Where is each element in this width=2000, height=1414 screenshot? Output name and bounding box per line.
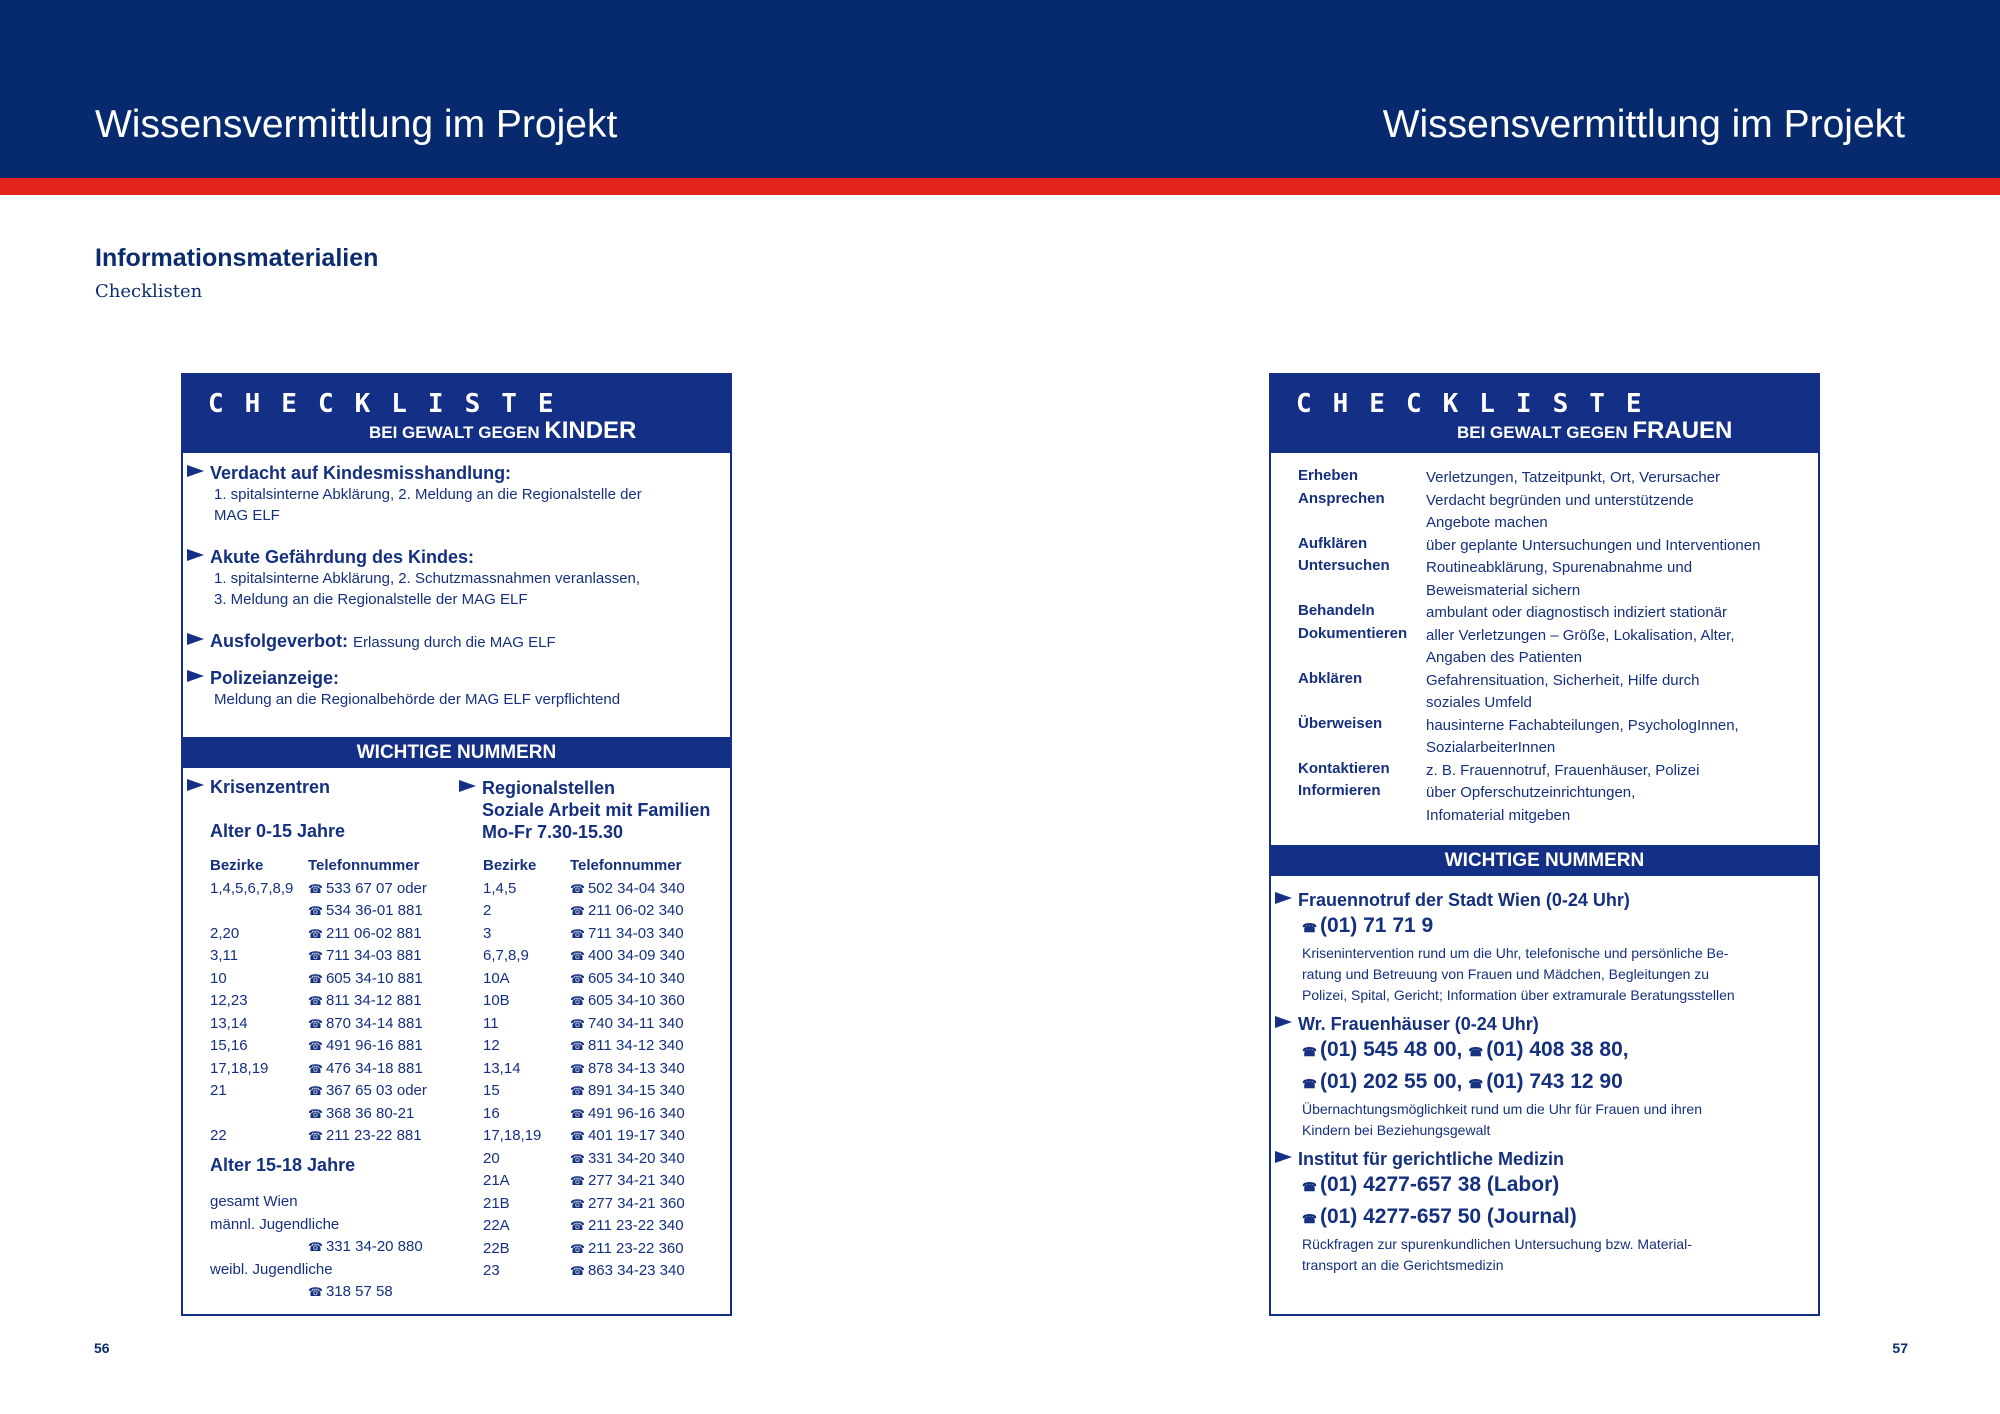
desc-line: Gefahrensituation, Sicherheit, Hilfe durch xyxy=(1426,671,1700,689)
desc-line: Krisenintervention rund um die Uhr, telefonische und persönliche Be- xyxy=(1302,945,1729,961)
header-bar xyxy=(0,0,2000,178)
desc-line: Übernachtungsmöglichkeit rund um die Uhr für Frauen und ihren xyxy=(1302,1101,1702,1117)
district-cell: 13,14 xyxy=(210,1014,248,1032)
table-row xyxy=(210,968,460,991)
table-row xyxy=(210,1125,460,1148)
district-cell: 3 xyxy=(483,924,492,942)
phone-number: ☎ (01) 71 71 9 xyxy=(1302,911,1802,943)
phone-number: ☎ (01) 4277-657 50 (Journal) xyxy=(1302,1202,1802,1234)
phone-line xyxy=(1302,1067,1802,1099)
checklist-card-kinder xyxy=(181,373,732,1316)
definition-row xyxy=(1298,760,1802,783)
phone-number: ☎ (01) 4277-657 38 (Labor) xyxy=(1302,1170,1802,1202)
definition-desc xyxy=(1426,535,1802,558)
contact-description xyxy=(1275,1234,1802,1276)
phone-number: ☎ 401 19-17 340 xyxy=(570,1125,685,1148)
contact-description xyxy=(1275,943,1802,1006)
desc-line: transport an die Gerichtsmedizin xyxy=(1302,1257,1504,1273)
checklist-definitions xyxy=(1298,467,1802,827)
desc-line: Angebote machen xyxy=(1426,514,1548,531)
phone-lines xyxy=(1275,911,1802,943)
desc-line: hausinterne Fachabteilungen, PsychologInnen, xyxy=(1426,716,1739,734)
desc-line: Beweismaterial sichern xyxy=(1426,581,1581,599)
definition-row xyxy=(1298,557,1802,602)
desc-line: Rückfragen zur spurenkundlichen Untersuchung bzw. Material- xyxy=(1302,1236,1692,1252)
definition-desc xyxy=(1426,625,1802,670)
table-row xyxy=(210,990,460,1013)
table-row xyxy=(210,1058,460,1081)
desc-line: Routineabklärung, Spurenabnahme und xyxy=(1426,559,1693,576)
table-row xyxy=(210,945,460,968)
arrow-icon xyxy=(187,549,204,561)
list-item: männl. Jugendliche xyxy=(210,1215,340,1233)
district-cell: 21A xyxy=(483,1172,510,1189)
desc-line: Infomaterial mitgeben xyxy=(1426,806,1571,824)
checklist-item: Verdacht auf Kindesmisshandlung: 1. spitalsinterne Abklärung, 2. Meldung an die Regionalstelle der MAG ELF xyxy=(187,463,720,526)
definition-desc xyxy=(1426,760,1802,783)
contact-list xyxy=(1275,890,1802,1284)
phone-number: ☎ 331 34-20 880 xyxy=(210,1236,460,1259)
phone-number: ☎ 331 34-20 340 xyxy=(570,1148,685,1171)
desc-line: Verdacht begründen und unterstützende xyxy=(1426,491,1694,509)
district-cell: 17,18,19 xyxy=(210,1059,269,1077)
phone-number: ☎ (01) 408 38 80, xyxy=(1468,1038,1628,1061)
definition-term: Dokumentieren xyxy=(1298,624,1408,642)
contact-title: Frauennotruf der Stadt Wien (0-24 Uhr) xyxy=(1298,890,1630,910)
table-row xyxy=(483,1170,723,1193)
section-subtitle: Checklisten xyxy=(95,281,203,302)
regional-table: Bezirke Telefonnummer 1,4,5 ☎ 502 34-04 340 2 ☎ 211 06-02 340 3 ☎ 711 34-03 340 6,7,8,9 ☎ 400 34-09 340 10A ☎ 605 34-10 340 10B ☎ 605 34-10 360 11 ☎ 740 34-11 340 12 ☎ 811 34-12 340 13,14 ☎ 878 34-13 340 15 ☎ 891 34-15 340 16 ☎ 491 96-16 340 17,18,19 ☎ 401 19-17 340 20 ☎ 331 34-20 340 21A ☎ 277 34-21 340 21B ☎ 277 34-21 360 22A ☎ 211 23-22 340 22B ☎ 211 23-22 360 23 ☎ 863 34-23 340 xyxy=(483,855,723,1283)
definition-row xyxy=(1298,535,1802,558)
definition-term: Abklären xyxy=(1298,669,1363,687)
checklist-item: Akute Gefährdung des Kindes: 1. spitalsinterne Abklärung, 2. Schutzmassnahmen veranlassen, 3. Meldung an die Regionalstelle der MAG ELF xyxy=(187,547,720,610)
phone-number: ☎ 891 34-15 340 xyxy=(570,1080,685,1103)
table-row xyxy=(210,1103,460,1126)
phone-lines xyxy=(1275,1170,1802,1234)
definition-row xyxy=(1298,467,1802,490)
table-row xyxy=(483,1035,723,1058)
table-row xyxy=(483,1215,723,1238)
header-accent-stripe xyxy=(0,178,2000,195)
desc-line: über geplante Untersuchungen und Interventionen xyxy=(1426,536,1761,554)
checklist-subheading: BEI GEWALT GEGEN KINDER xyxy=(369,417,637,444)
district-cell: 15 xyxy=(483,1082,500,1099)
contact-heading xyxy=(1275,1014,1802,1035)
phone-number: ☎ 277 34-21 360 xyxy=(570,1193,685,1216)
desc-line: Verletzungen, Tatzeitpunkt, Ort, Verursacher xyxy=(1426,469,1721,486)
phone-number: ☎ 476 34-18 881 xyxy=(308,1058,423,1081)
district-cell: 21 xyxy=(210,1082,227,1099)
table-row xyxy=(483,878,723,901)
arrow-icon xyxy=(459,780,476,792)
definition-desc xyxy=(1426,467,1802,490)
regional-heading: Regionalstellen Soziale Arbeit mit Familien Mo-Fr 7.30-15.30 xyxy=(459,777,710,843)
desc-line: Angaben des Patienten xyxy=(1426,649,1582,666)
age-group-heading: Alter 0-15 Jahre xyxy=(210,821,346,841)
arrow-icon xyxy=(1275,892,1292,904)
contact-title: Institut für gerichtliche Medizin xyxy=(1298,1149,1565,1169)
definition-term: Aufklären xyxy=(1298,534,1368,552)
table-row xyxy=(210,1080,460,1103)
district-cell: 22B xyxy=(483,1239,510,1257)
table-row xyxy=(483,1013,723,1036)
desc-line: aller Verletzungen – Größe, Lokalisation, Alter, xyxy=(1426,626,1735,644)
table-row xyxy=(210,1013,460,1036)
table-row xyxy=(483,923,723,946)
definition-term: Erheben xyxy=(1298,467,1359,484)
page-number-left: 56 xyxy=(94,1340,110,1356)
district-cell: 1,4,5,6,7,8,9 xyxy=(210,879,294,897)
desc-line: z. B. Frauennotruf, Frauenhäuser, Polizei xyxy=(1426,761,1700,779)
district-cell: 6,7,8,9 xyxy=(483,947,529,964)
district-cell: 10 xyxy=(210,969,227,987)
table-row xyxy=(210,923,460,946)
arrow-icon xyxy=(1275,1016,1292,1028)
table-row xyxy=(483,1058,723,1081)
list-item: weibl. Jugendliche xyxy=(210,1260,333,1278)
desc-line: Kindern bei Beziehungsgewalt xyxy=(1302,1122,1491,1138)
district-cell: 11 xyxy=(483,1014,499,1032)
definition-desc xyxy=(1426,602,1802,625)
table-row xyxy=(483,1080,723,1103)
age-group-heading: Alter 15-18 Jahre xyxy=(210,1155,356,1175)
phone-number: ☎ 277 34-21 340 xyxy=(570,1170,685,1193)
definition-desc xyxy=(1426,715,1802,760)
district-cell: 12 xyxy=(483,1037,500,1054)
arrow-icon xyxy=(187,779,204,791)
phone-number: ☎ 605 34-10 881 xyxy=(308,968,423,991)
checklist-heading: CHECKLISTE xyxy=(1296,389,1663,419)
contact-heading xyxy=(1275,1149,1802,1170)
district-cell: 15,16 xyxy=(210,1037,248,1054)
definition-term: Überweisen xyxy=(1298,714,1383,732)
phone-number: ☎ 318 57 58 xyxy=(210,1281,460,1304)
important-numbers-band: WICHTIGE NUMMERN xyxy=(183,737,730,768)
desc-line: soziales Umfeld xyxy=(1426,694,1532,711)
phone-number: ☎ 534 36-01 881 xyxy=(308,900,423,923)
checklist-heading: CHECKLISTE xyxy=(208,389,575,419)
checklist-item: Ausfolgeverbot: Erlassung durch die MAG ELF xyxy=(187,631,720,652)
arrow-icon xyxy=(187,633,204,645)
phone-number: ☎ 811 34-12 881 xyxy=(308,990,422,1013)
phone-number: ☎ 211 23-22 881 xyxy=(308,1125,422,1148)
phone-number: ☎ 605 34-10 360 xyxy=(570,990,685,1013)
contact-heading xyxy=(1275,890,1802,911)
card-header xyxy=(183,375,730,453)
definition-term: Untersuchen xyxy=(1298,557,1390,574)
desc-line: ratung und Betreuung von Frauen und Mädchen, Begleitungen zu xyxy=(1302,966,1710,982)
phone-number: ☎ 211 23-22 360 xyxy=(570,1238,684,1261)
contact-item xyxy=(1275,890,1802,1006)
phone-number: ☎ 211 06-02 340 xyxy=(570,900,684,923)
phone-number: ☎ 605 34-10 340 xyxy=(570,968,685,991)
definition-term: Kontaktieren xyxy=(1298,759,1390,777)
contact-item xyxy=(1275,1014,1802,1141)
phone-number: ☎ 211 06-02 881 xyxy=(308,923,422,946)
district-cell: 22 xyxy=(210,1127,227,1144)
header-title-left: Wissensvermittlung im Projekt xyxy=(95,103,618,146)
district-cell: 1,4,5 xyxy=(483,879,517,897)
page-number-right: 57 xyxy=(1892,1340,1908,1356)
definition-desc xyxy=(1426,557,1802,602)
district-cell: 2,20 xyxy=(210,924,240,942)
phone-number: ☎ 368 36 80-21 xyxy=(308,1103,414,1126)
list-item: gesamt Wien xyxy=(210,1193,298,1210)
phone-number: ☎ 740 34-11 340 xyxy=(570,1013,684,1036)
phone-number: ☎ (01) 743 12 90 xyxy=(1468,1070,1623,1093)
district-cell: 2 xyxy=(483,902,492,919)
definition-term: Behandeln xyxy=(1298,602,1375,619)
definition-row xyxy=(1298,490,1802,535)
card-header xyxy=(1271,375,1818,453)
desc-line: SozialarbeiterInnen xyxy=(1426,739,1556,756)
definition-desc xyxy=(1426,670,1802,715)
phone-number: ☎ 400 34-09 340 xyxy=(570,945,685,968)
arrow-icon xyxy=(187,465,204,477)
phone-number: ☎ 211 23-22 340 xyxy=(570,1215,684,1238)
district-cell xyxy=(210,900,308,923)
contact-title: Wr. Frauenhäuser (0-24 Uhr) xyxy=(1298,1014,1539,1034)
table-row xyxy=(483,968,723,991)
phone-number: ☎ (01) 202 55 00, xyxy=(1302,1070,1468,1093)
district-cell: 13,14 xyxy=(483,1059,521,1077)
district-cell: 21B xyxy=(483,1194,510,1212)
desc-line: Polizei, Spital, Gericht; Information über extramurale Beratungsstellen xyxy=(1302,987,1735,1003)
desc-line: über Opferschutzeinrichtungen, xyxy=(1426,784,1636,801)
youth-list xyxy=(210,1191,460,1304)
phone-number: ☎ 491 96-16 340 xyxy=(570,1103,685,1126)
phone-number: ☎ 870 34-14 881 xyxy=(308,1013,423,1036)
district-cell: 3,11 xyxy=(210,947,239,964)
table-row xyxy=(483,945,723,968)
arrow-icon xyxy=(1275,1151,1292,1163)
table-row xyxy=(483,1125,723,1148)
definition-term: Ansprechen xyxy=(1298,489,1385,507)
header-title-right: Wissensvermittlung im Projekt xyxy=(1382,103,1905,146)
phone-number: ☎ 367 65 03 oder xyxy=(308,1080,427,1103)
section-title: Informationsmaterialien xyxy=(95,244,379,272)
table-row xyxy=(483,1260,723,1283)
district-cell: 10A xyxy=(483,969,510,987)
definition-row xyxy=(1298,782,1802,827)
table-row xyxy=(483,1148,723,1171)
district-cell xyxy=(210,1103,308,1126)
table-row xyxy=(210,878,460,901)
checklist-card-frauen xyxy=(1269,373,1820,1316)
contact-description xyxy=(1275,1099,1802,1141)
desc-line: ambulant oder diagnostisch indiziert stationär xyxy=(1426,604,1728,621)
district-cell: 10B xyxy=(483,992,510,1009)
table-row xyxy=(483,1193,723,1216)
table-row xyxy=(210,1035,460,1058)
phone-number: ☎ 533 67 07 oder xyxy=(308,878,427,901)
krisen-heading: Krisenzentren xyxy=(187,777,330,798)
phone-number: ☎ 711 34-03 340 xyxy=(570,923,684,946)
district-cell: 23 xyxy=(483,1262,500,1279)
checklist-subheading: BEI GEWALT GEGEN FRAUEN xyxy=(1457,417,1733,444)
table-row xyxy=(483,900,723,923)
table-row xyxy=(483,990,723,1013)
important-numbers-band: WICHTIGE NUMMERN xyxy=(1271,845,1818,876)
district-cell: 20 xyxy=(483,1149,500,1167)
district-cell: 12,23 xyxy=(210,992,248,1009)
phone-number: ☎ 863 34-23 340 xyxy=(570,1260,685,1283)
phone-number: ☎ 491 96-16 881 xyxy=(308,1035,423,1058)
phone-line xyxy=(1302,1035,1802,1067)
checklist-item: Polizeianzeige: Meldung an die Regionalbehörde der MAG ELF verpflichtend xyxy=(187,668,720,710)
district-cell: 22A xyxy=(483,1217,510,1234)
phone-number: ☎ (01) 545 48 00, xyxy=(1302,1038,1468,1061)
definition-row xyxy=(1298,625,1802,670)
table-row xyxy=(483,1103,723,1126)
table-row xyxy=(210,900,460,923)
definition-row xyxy=(1298,670,1802,715)
krisen-table: Bezirke Telefonnummer 1,4,5,6,7,8,9 ☎ 533 67 07 oder ☎ 534 36-01 881 2,20 ☎ 211 06-02 881 3,11 ☎ 711 34-03 881 10 ☎ 605 34-10 881 12,23 ☎ 811 34-12 881 13,14 ☎ 870 34-14 881 15,16 ☎ 491 96-16 881 17,18,19 ☎ 476 34-18 881 21 ☎ 367 65 03 oder ☎ 368 36 80-21 22 ☎ 211 23-22 881 xyxy=(210,855,460,1148)
definition-row xyxy=(1298,715,1802,760)
phone-number: ☎ 711 34-03 881 xyxy=(308,945,422,968)
phone-lines xyxy=(1275,1035,1802,1099)
definition-term: Informieren xyxy=(1298,782,1381,799)
district-cell: 17,18,19 xyxy=(483,1127,542,1144)
phone-number: ☎ 878 34-13 340 xyxy=(570,1058,685,1081)
arrow-icon xyxy=(187,670,204,682)
contact-item xyxy=(1275,1149,1802,1276)
phone-number: ☎ 502 34-04 340 xyxy=(570,878,685,901)
phone-number: ☎ 811 34-12 340 xyxy=(570,1035,684,1058)
definition-desc xyxy=(1426,782,1802,827)
district-cell: 16 xyxy=(483,1104,500,1122)
definition-desc xyxy=(1426,490,1802,535)
definition-row xyxy=(1298,602,1802,625)
table-row xyxy=(483,1238,723,1261)
